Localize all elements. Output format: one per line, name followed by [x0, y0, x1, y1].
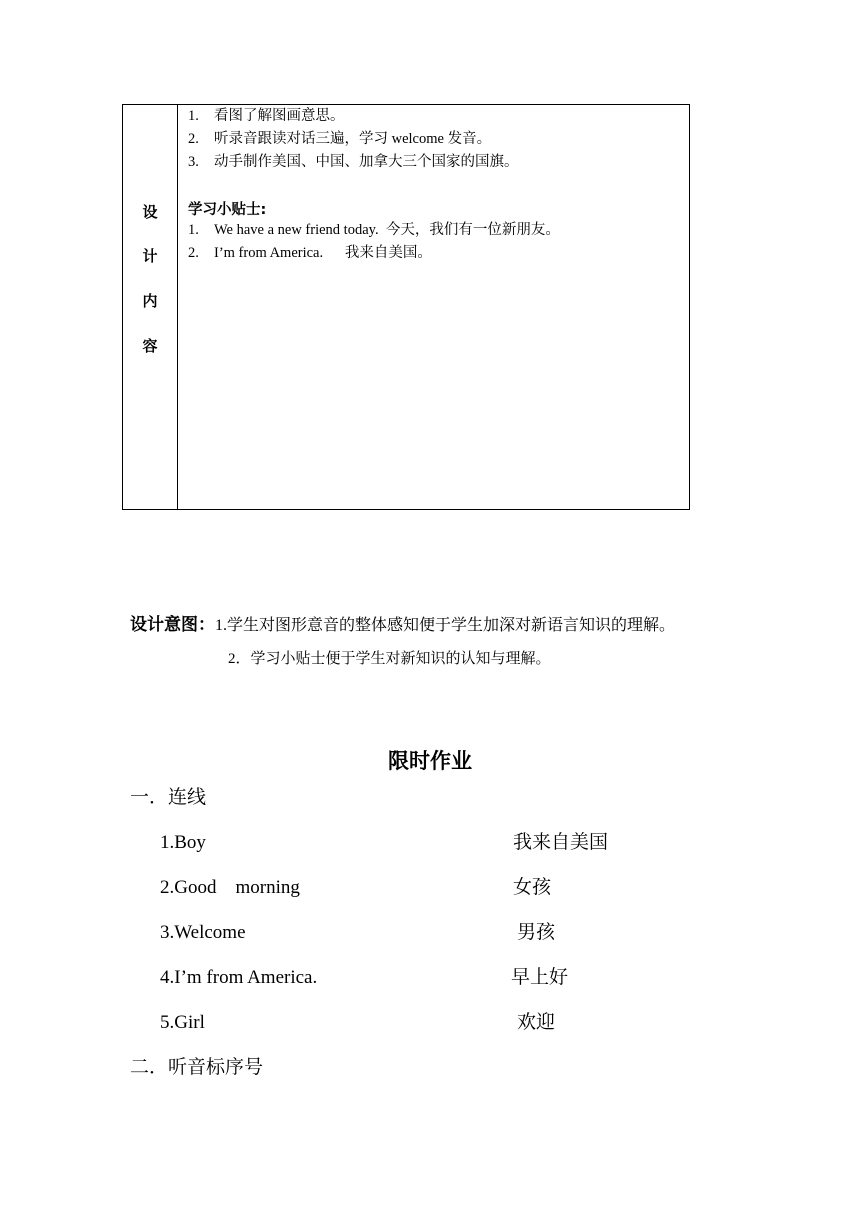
- match-left-item: 4.I’m from America.: [160, 967, 318, 988]
- design-content-table: [122, 104, 690, 510]
- design-intent: [130, 614, 675, 637]
- design-intent-point: 1.学生对图形意音的整体感知便于学生加深对新语言知识的理解。: [215, 617, 676, 634]
- match-right-item: 欢迎: [517, 1012, 556, 1033]
- match-right-item: 早上好: [511, 967, 569, 988]
- section-heading: 二．听音标序号: [130, 1057, 264, 1078]
- tip-item: [188, 244, 432, 262]
- tip-item: [188, 221, 560, 239]
- match-right-item: 女孩: [513, 877, 552, 898]
- match-left-item: 3.Welcome: [160, 922, 246, 943]
- match-left-item: 5.Girl: [160, 1012, 205, 1033]
- homework-title: 限时作业: [388, 749, 472, 773]
- design-content-column: [178, 105, 689, 509]
- design-intent-point: 2．学习小贴士便于学生对新知识的认知与理解。: [228, 651, 551, 667]
- step-number: 1.: [188, 108, 199, 124]
- match-left-item: 1.Boy: [160, 832, 206, 853]
- design-label-char: 设: [142, 203, 158, 221]
- design-label-char: 容: [142, 337, 158, 355]
- tip-number: 1.: [188, 222, 199, 238]
- tip-text: I’m from America. 我来自美国。: [214, 245, 432, 261]
- tips-heading: 学习小贴士:: [188, 202, 267, 218]
- match-right-item: 我来自美国: [513, 832, 609, 853]
- match-left-item: 2.Good morning: [160, 877, 300, 898]
- step-number: 3.: [188, 154, 199, 170]
- step-text: 看图了解图画意思。: [214, 108, 345, 124]
- tip-text: We have a new friend today. 今天，我们有一位新朋友。: [214, 222, 560, 238]
- step-item: [188, 153, 519, 171]
- step-text: 听录音跟读对话三遍，学习 welcome 发音。: [214, 131, 492, 147]
- match-right-item: 男孩: [517, 922, 556, 943]
- design-label-char: 内: [142, 292, 158, 310]
- section-heading: 一．连线: [130, 787, 207, 808]
- design-label-column: [123, 105, 178, 509]
- design-label-char: 计: [142, 247, 158, 265]
- step-text: 动手制作美国、中国、加拿大三个国家的国旗。: [214, 154, 519, 170]
- tip-number: 2.: [188, 245, 199, 261]
- step-item: [188, 107, 345, 125]
- step-number: 2.: [188, 131, 199, 147]
- design-intent-label: 设计意图：: [130, 615, 215, 635]
- step-item: [188, 130, 491, 148]
